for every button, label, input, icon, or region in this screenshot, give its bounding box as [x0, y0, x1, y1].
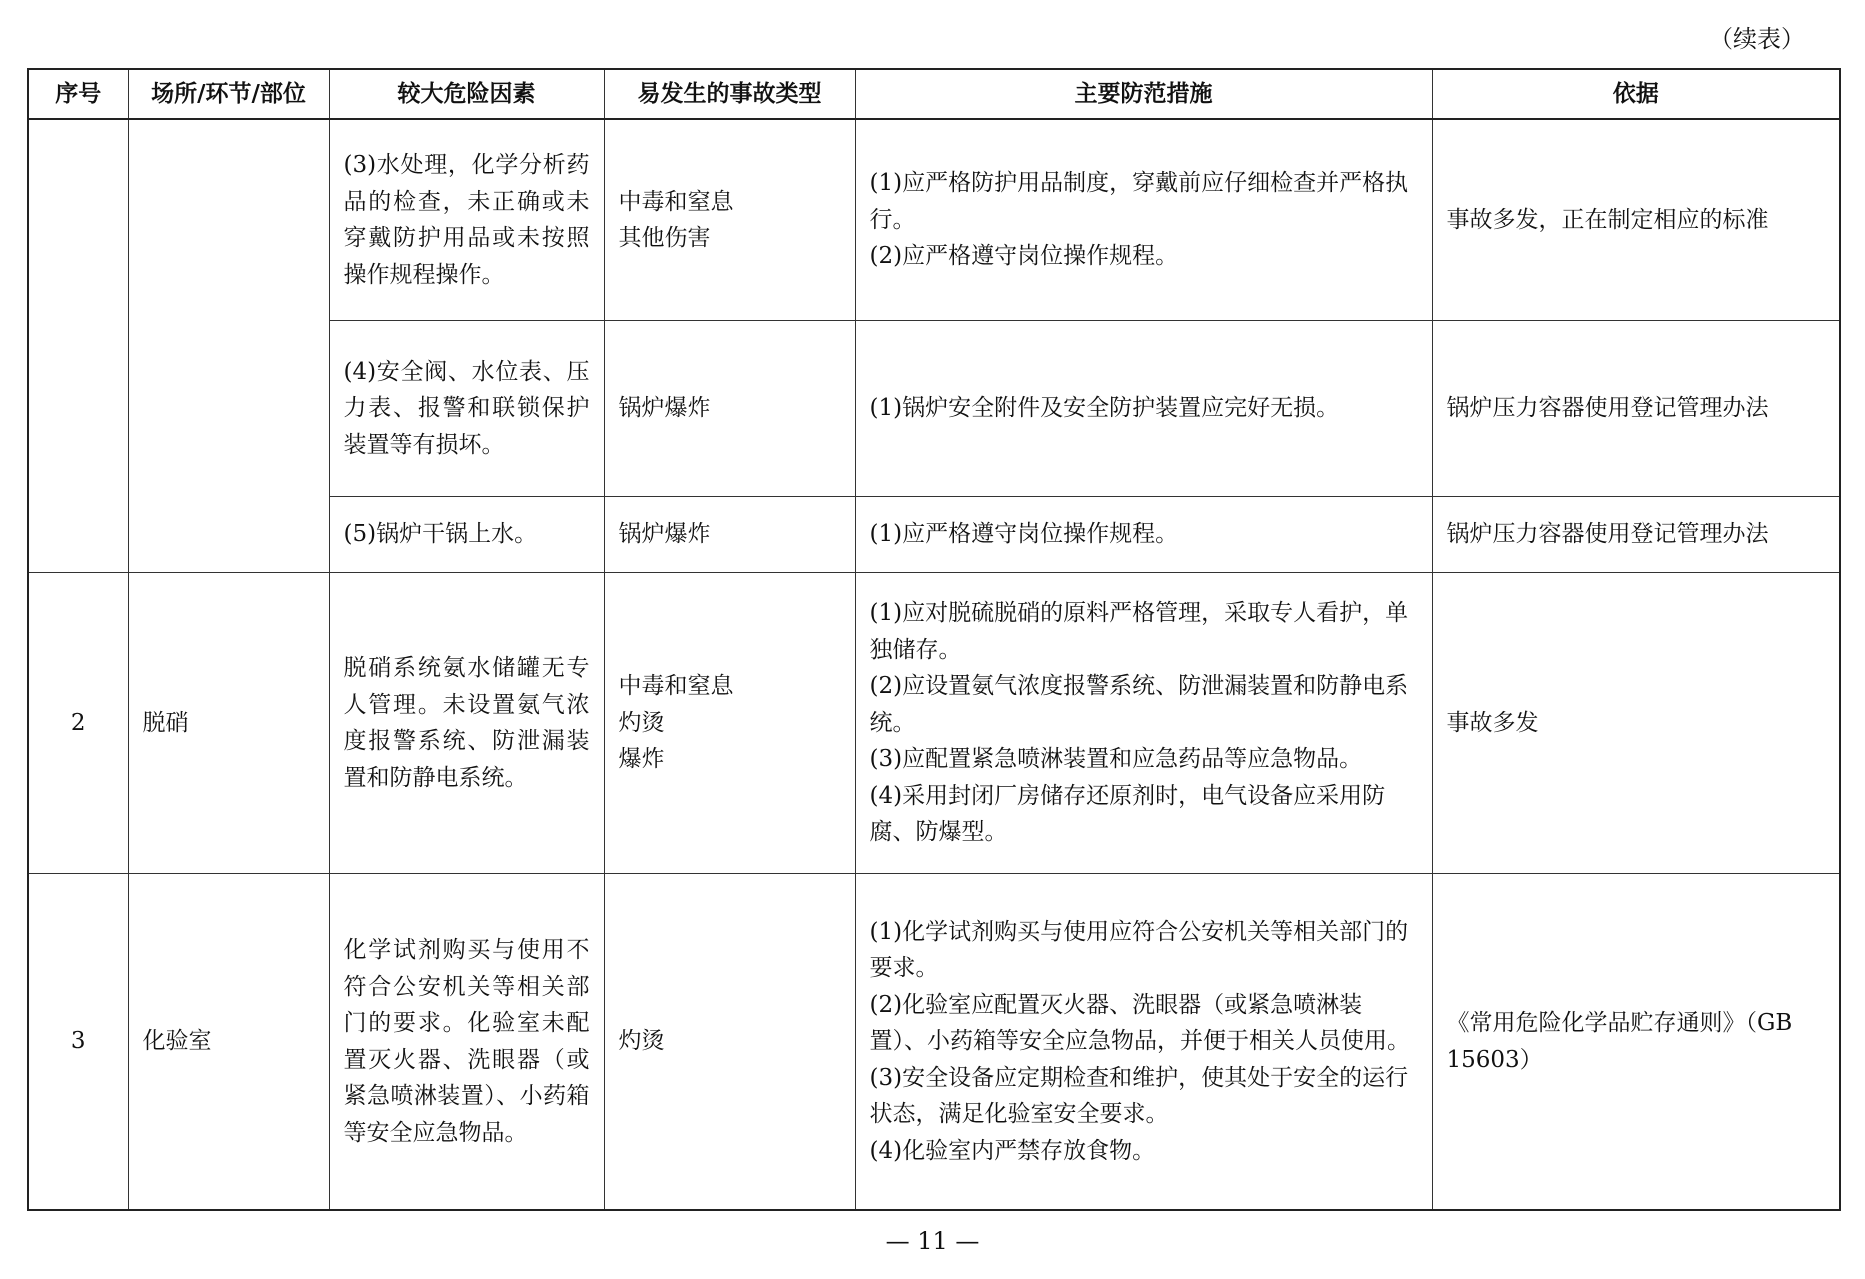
accident-type: 灼烫: [618, 1028, 665, 1055]
header-index: 序号: [28, 69, 128, 119]
header-accident: 易发生的事故类型: [604, 69, 855, 119]
location-cell: [128, 119, 329, 573]
hazard-cell: 脱硝系统氨水储罐无专人管理。未设置氨气浓度报警系统、防泄漏装置和防静电系统。: [329, 573, 604, 874]
hazard-table: [27, 68, 1841, 1211]
accident-type: 中毒和窒息: [618, 673, 734, 700]
basis-cell: 事故多发: [1432, 573, 1840, 874]
hazard-cell: 化学试剂购买与使用不符合公安机关等相关部门的要求。化验室未配置灭火器、洗眼器（或紧急喷淋装置）、小药箱等安全应急物品。: [329, 874, 604, 1211]
header-basis: 依据: [1432, 69, 1840, 119]
accident-type: 中毒和窒息: [618, 188, 734, 215]
measure-item: (1)应对脱硫脱硝的原料严格管理，采取专人看护，单独储存。: [869, 600, 1409, 663]
hazard-cell: (5)锅炉干锅上水。: [329, 497, 604, 573]
page-number: — 11 —: [885, 1227, 980, 1255]
basis-cell: 《常用危险化学品贮存通则》（GB 15603）: [1432, 874, 1840, 1211]
header-hazard: 较大危险因素: [329, 69, 604, 119]
header-measures: 主要防范措施: [855, 69, 1432, 119]
measure-item: (4)化验室内严禁存放食物。: [869, 1137, 1156, 1164]
accident-cell: [604, 119, 855, 321]
index-cell: 2: [28, 573, 128, 874]
index-cell: 3: [28, 874, 128, 1211]
header-row: [28, 69, 1840, 119]
measure-item: (1)锅炉安全附件及安全防护装置应完好无损。: [869, 395, 1340, 422]
continued-label: （续表）: [1709, 25, 1805, 53]
measure-item: (2)化验室应配置灭火器、洗眼器（或紧急喷淋装置）、小药箱等安全应急物品，并便于相关人员使用。: [869, 991, 1410, 1055]
accident-type: 灼烫: [618, 709, 665, 736]
accident-type: 爆炸: [618, 746, 665, 773]
accident-type: 锅炉爆炸: [618, 521, 711, 548]
measure-item: (3)应配置紧急喷淋装置和应急药品等应急物品。: [869, 746, 1363, 773]
basis-cell: 锅炉压力容器使用登记管理办法: [1432, 321, 1840, 497]
basis-cell: 事故多发，正在制定相应的标准: [1432, 119, 1840, 321]
location-cell: 化验室: [128, 874, 329, 1211]
measure-item: (1)化学试剂购买与使用应符合公安机关等相关部门的要求。: [869, 918, 1409, 982]
accident-cell: [604, 321, 855, 497]
accident-cell: [604, 497, 855, 573]
measures-cell: [855, 321, 1432, 497]
accident-cell: [604, 874, 855, 1211]
measure-item: (3)安全设备应定期检查和维护，使其处于安全的运行状态，满足化验室安全要求。: [869, 1064, 1409, 1128]
measure-item: (1)应严格防护用品制度，穿戴前应仔细检查并严格执行。: [869, 170, 1409, 233]
measures-cell: [855, 573, 1432, 874]
location-cell: 脱硝: [128, 573, 329, 874]
hazard-cell: (3)水处理，化学分析药品的检查，未正确或未穿戴防护用品或未按照操作规程操作。: [329, 119, 604, 321]
measure-item: (1)应严格遵守岗位操作规程。: [869, 521, 1179, 548]
measure-item: (2)应设置氨气浓度报警系统、防泄漏装置和防静电系统。: [869, 673, 1409, 736]
measures-cell: [855, 497, 1432, 573]
measures-cell: [855, 119, 1432, 321]
accident-type: 锅炉爆炸: [618, 395, 711, 422]
table-row: [28, 573, 1840, 874]
basis-cell: 锅炉压力容器使用登记管理办法: [1432, 497, 1840, 573]
table-row: [28, 119, 1840, 321]
table-row: [28, 874, 1840, 1211]
accident-type: 其他伤害: [618, 225, 711, 251]
accident-cell: [604, 573, 855, 874]
measure-item: (4)采用封闭厂房储存还原剂时，电气设备应采用防腐、防爆型。: [869, 782, 1386, 846]
header-location: 场所/环节/部位: [128, 69, 329, 119]
measure-item: (2)应严格遵守岗位操作规程。: [869, 243, 1179, 270]
hazard-cell: (4)安全阀、水位表、压力表、报警和联锁保护装置等有损坏。: [329, 321, 604, 497]
index-cell: [28, 119, 128, 573]
measures-cell: [855, 874, 1432, 1211]
